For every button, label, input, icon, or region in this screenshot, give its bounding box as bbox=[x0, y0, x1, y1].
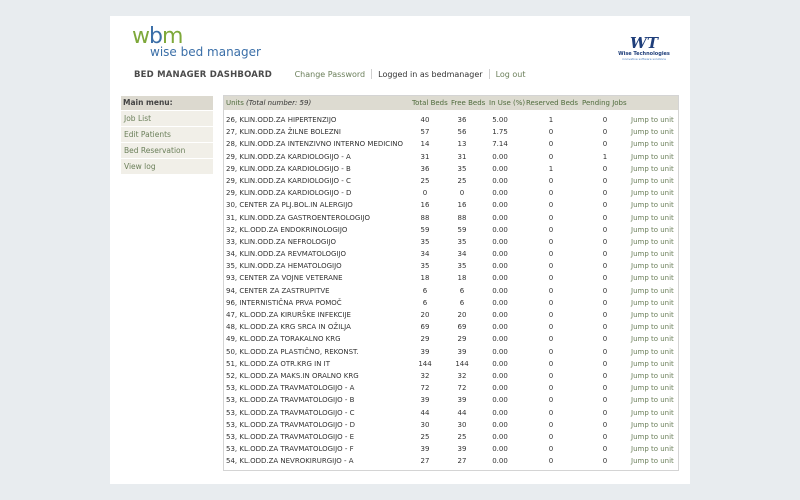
pending-jobs-cell: 0 bbox=[602, 201, 608, 210]
total-beds-cell: 25 bbox=[420, 432, 430, 441]
free-beds-cell: 59 bbox=[457, 225, 467, 234]
in-use-cell: 0.00 bbox=[492, 347, 508, 356]
total-beds-cell: 16 bbox=[420, 201, 430, 210]
pending-jobs-cell: 0 bbox=[602, 371, 608, 380]
free-beds-cell: 35 bbox=[457, 164, 467, 173]
pending-jobs-cell: 0 bbox=[602, 116, 608, 124]
total-beds-cell: 18 bbox=[420, 274, 430, 283]
in-use-cell: 0.00 bbox=[492, 311, 508, 319]
units-table bbox=[223, 95, 679, 471]
jump-to-unit-link[interactable]: Jump to unit bbox=[631, 396, 674, 405]
jump-to-unit-link[interactable]: Jump to unit bbox=[631, 225, 674, 234]
menu-item-edit-patients[interactable]: Edit Patients bbox=[121, 126, 213, 142]
pending-jobs-cell: 0 bbox=[602, 274, 608, 283]
free-beds-cell: 34 bbox=[457, 250, 467, 259]
pending-jobs-column-header[interactable]: Pending Jobs bbox=[582, 99, 627, 107]
in-use-cell: 0.00 bbox=[492, 396, 508, 405]
in-use-cell: 0.00 bbox=[492, 237, 508, 246]
free-beds-cell: 20 bbox=[457, 311, 467, 319]
total-units-count: (Total number: 59) bbox=[246, 99, 312, 107]
total-beds-cell: 25 bbox=[420, 176, 430, 185]
username: bedmanager bbox=[431, 69, 483, 79]
jump-to-unit-link[interactable]: Jump to unit bbox=[631, 189, 674, 198]
in-use-cell: 0.00 bbox=[492, 335, 508, 344]
in-use-cell: 0.00 bbox=[492, 408, 508, 417]
wt-logo-mark: WT bbox=[629, 34, 658, 52]
pending-jobs-cell: 0 bbox=[602, 323, 608, 332]
in-use-cell: 0.00 bbox=[492, 298, 508, 307]
wise-technologies-logo bbox=[612, 36, 676, 61]
pending-jobs-cell: 0 bbox=[602, 286, 608, 295]
jump-to-unit-link[interactable]: Jump to unit bbox=[631, 201, 674, 210]
reserved-beds-cell: 0 bbox=[548, 250, 554, 259]
in-use-cell: 0.00 bbox=[492, 432, 508, 441]
table-row bbox=[224, 213, 678, 225]
free-beds-cell: 36 bbox=[457, 116, 467, 124]
total-beds-cell: 31 bbox=[420, 152, 430, 161]
in-use-cell: 1.75 bbox=[492, 128, 508, 137]
top-navigation bbox=[134, 69, 532, 83]
pending-jobs-cell: 0 bbox=[602, 176, 608, 185]
wt-logo-name: Wise Technologies bbox=[618, 51, 670, 57]
free-beds-cell: 144 bbox=[455, 359, 469, 368]
in-use-cell: 0.00 bbox=[492, 274, 508, 283]
unit-name: 33, KLIN.ODD.ZA NEFROLOGIJO bbox=[226, 237, 336, 246]
jump-to-unit-link[interactable]: Jump to unit bbox=[631, 140, 674, 149]
total-beds-cell: 0 bbox=[422, 189, 428, 198]
jump-to-unit-link[interactable]: Jump to unit bbox=[631, 274, 674, 283]
unit-name: 29, KLIN.ODD.ZA KARDIOLOGIJO - D bbox=[226, 189, 352, 198]
reserved-beds-cell: 0 bbox=[548, 408, 554, 417]
table-row bbox=[224, 286, 678, 298]
total-beds-column-header[interactable]: Total Beds bbox=[412, 99, 448, 107]
total-beds-cell: 20 bbox=[420, 311, 430, 319]
free-beds-cell: 39 bbox=[457, 396, 467, 405]
jump-to-unit-link[interactable]: Jump to unit bbox=[631, 128, 674, 137]
menu-item-job-list[interactable]: Job List bbox=[121, 110, 213, 126]
free-beds-cell: 30 bbox=[457, 420, 467, 429]
free-beds-cell: 32 bbox=[457, 371, 467, 380]
free-beds-cell: 72 bbox=[457, 384, 467, 393]
reserved-beds-cell: 0 bbox=[548, 286, 554, 295]
jump-to-unit-link[interactable]: Jump to unit bbox=[631, 213, 674, 222]
total-beds-cell: 57 bbox=[420, 128, 430, 137]
table-row bbox=[224, 310, 678, 322]
pending-jobs-cell: 0 bbox=[602, 457, 608, 466]
reserved-beds-cell: 0 bbox=[548, 201, 554, 210]
total-beds-cell: 30 bbox=[420, 420, 430, 429]
unit-name: 53, KL.ODD.ZA TRAVMATOLOGIJO - F bbox=[226, 445, 354, 454]
jump-to-unit-link[interactable]: Jump to unit bbox=[631, 420, 674, 429]
table-row bbox=[224, 395, 678, 407]
table-row bbox=[224, 139, 678, 151]
table-row bbox=[224, 347, 678, 359]
total-beds-cell: 6 bbox=[422, 286, 428, 295]
table-row bbox=[224, 249, 678, 261]
logout-link[interactable]: Log out bbox=[495, 69, 526, 79]
table-row bbox=[224, 322, 678, 334]
pending-jobs-cell: 0 bbox=[602, 140, 608, 149]
reserved-beds-cell: 0 bbox=[548, 189, 554, 198]
unit-name: 27, KLIN.ODD.ZA ŽILNE BOLEZNI bbox=[226, 128, 341, 137]
unit-name: 53, KL.ODD.ZA TRAVMATOLOGIJO - E bbox=[226, 432, 355, 441]
reserved-beds-cell: 0 bbox=[548, 457, 554, 466]
in-use-cell: 0.00 bbox=[492, 201, 508, 210]
table-row bbox=[224, 420, 678, 432]
total-beds-cell: 32 bbox=[420, 371, 430, 380]
in-use-cell: 7.14 bbox=[492, 140, 508, 149]
total-beds-cell: 36 bbox=[420, 164, 430, 173]
logged-in-prefix: Logged in as bbox=[378, 69, 429, 79]
free-beds-cell: 29 bbox=[457, 335, 467, 344]
pending-jobs-cell: 0 bbox=[602, 262, 608, 271]
reserved-beds-cell: 0 bbox=[548, 225, 554, 234]
unit-name: 32, KL.ODD.ZA ENDOKRINOLOGIJO bbox=[226, 225, 348, 234]
jump-to-unit-link[interactable]: Jump to unit bbox=[631, 176, 674, 185]
table-row bbox=[224, 261, 678, 273]
in-use-cell: 0.00 bbox=[492, 152, 508, 161]
free-beds-cell: 18 bbox=[457, 274, 467, 283]
table-row bbox=[224, 225, 678, 237]
pending-jobs-cell: 0 bbox=[602, 298, 608, 307]
wt-logo-tagline: innovative software solutions bbox=[622, 57, 666, 61]
total-beds-cell: 59 bbox=[420, 225, 430, 234]
jump-to-unit-link[interactable]: Jump to unit bbox=[631, 250, 674, 259]
free-beds-cell: 27 bbox=[457, 457, 467, 466]
free-beds-cell: 13 bbox=[457, 140, 467, 149]
in-use-cell: 0.00 bbox=[492, 420, 508, 429]
table-row bbox=[224, 164, 678, 176]
in-use-cell: 0.00 bbox=[492, 189, 508, 198]
free-beds-column-header[interactable]: Free Beds bbox=[451, 99, 486, 107]
in-use-cell: 0.00 bbox=[492, 213, 508, 222]
reserved-beds-cell: 0 bbox=[548, 420, 554, 429]
pending-jobs-cell: 0 bbox=[602, 311, 608, 319]
pending-jobs-cell: 0 bbox=[602, 432, 608, 441]
total-beds-cell: 35 bbox=[420, 262, 430, 271]
unit-name: 29, KLIN.ODD.ZA KARDIOLOGIJO - A bbox=[226, 152, 351, 161]
unit-name: 53, KL.ODD.ZA TRAVMATOLOGIJO - C bbox=[226, 408, 355, 417]
page bbox=[110, 16, 690, 484]
unit-name: 96, INTERNISTIČNA PRVA POMOČ bbox=[226, 298, 342, 307]
jump-to-unit-link[interactable]: Jump to unit bbox=[631, 408, 674, 417]
total-beds-cell: 14 bbox=[420, 140, 430, 149]
free-beds-cell: 35 bbox=[457, 262, 467, 271]
jump-to-unit-link[interactable]: Jump to unit bbox=[631, 262, 674, 271]
total-beds-cell: 88 bbox=[420, 213, 430, 222]
pending-jobs-cell: 0 bbox=[602, 396, 608, 405]
total-beds-cell: 27 bbox=[420, 457, 430, 466]
unit-name: 94, CENTER ZA ZASTRUPITVE bbox=[226, 286, 330, 295]
table-row bbox=[224, 456, 678, 468]
jump-to-unit-link[interactable]: Jump to unit bbox=[631, 164, 674, 173]
pending-jobs-cell: 0 bbox=[602, 189, 608, 198]
table-row bbox=[224, 383, 678, 395]
menu-item-view-log[interactable]: View log bbox=[121, 158, 213, 174]
total-beds-cell: 44 bbox=[420, 408, 430, 417]
in-use-cell: 0.00 bbox=[492, 323, 508, 332]
logo-mark: wbm bbox=[132, 24, 183, 49]
reserved-beds-cell: 0 bbox=[548, 152, 554, 161]
pending-jobs-cell: 0 bbox=[602, 213, 608, 222]
reserved-beds-cell: 0 bbox=[548, 262, 554, 271]
in-use-column-header[interactable]: In Use (%) bbox=[489, 99, 526, 107]
reserved-beds-cell: 1 bbox=[548, 164, 554, 173]
total-beds-cell: 39 bbox=[420, 347, 430, 356]
pending-jobs-cell: 0 bbox=[602, 128, 608, 137]
free-beds-cell: 31 bbox=[457, 152, 467, 161]
unit-name: 53, KL.ODD.ZA TRAVMATOLOGIJO - B bbox=[226, 396, 355, 405]
unit-name: 50, KL.ODD.ZA PLASTIČNO, REKONST. bbox=[226, 347, 359, 356]
total-beds-cell: 39 bbox=[420, 396, 430, 405]
free-beds-cell: 69 bbox=[457, 323, 467, 332]
free-beds-cell: 44 bbox=[457, 408, 467, 417]
free-beds-cell: 88 bbox=[457, 213, 467, 222]
units-column-header[interactable]: Units bbox=[226, 99, 244, 107]
reserved-beds-cell: 0 bbox=[548, 323, 554, 332]
jump-to-unit-link[interactable]: Jump to unit bbox=[631, 371, 674, 380]
unit-name: 35, KLIN.ODD.ZA HEMATOLOGIJO bbox=[226, 262, 342, 271]
jump-to-unit-link[interactable]: Jump to unit bbox=[631, 298, 674, 307]
pending-jobs-cell: 0 bbox=[602, 445, 608, 454]
in-use-cell: 0.00 bbox=[492, 164, 508, 173]
unit-name: 29, KLIN.ODD.ZA KARDIOLOGIJO - B bbox=[226, 164, 351, 173]
in-use-cell: 0.00 bbox=[492, 225, 508, 234]
reserved-beds-cell: 0 bbox=[548, 274, 554, 283]
pending-jobs-cell: 0 bbox=[602, 164, 608, 173]
table-row bbox=[224, 371, 678, 383]
unit-name: 29, KLIN.ODD.ZA KARDIOLOGIJO - C bbox=[226, 176, 351, 185]
main-menu bbox=[121, 96, 213, 174]
reserved-beds-cell: 0 bbox=[548, 298, 554, 307]
reserved-beds-cell: 0 bbox=[548, 237, 554, 246]
in-use-cell: 0.00 bbox=[492, 359, 508, 368]
free-beds-cell: 6 bbox=[459, 298, 465, 307]
unit-name: 53, KL.ODD.ZA TRAVMATOLOGIJO - A bbox=[226, 384, 355, 393]
reserved-beds-cell: 0 bbox=[548, 384, 554, 393]
in-use-cell: 0.00 bbox=[492, 176, 508, 185]
free-beds-cell: 56 bbox=[457, 128, 467, 137]
reserved-beds-column-header[interactable]: Reserved Beds bbox=[526, 99, 579, 107]
free-beds-cell: 16 bbox=[457, 201, 467, 210]
total-beds-cell: 6 bbox=[422, 298, 428, 307]
table-row bbox=[224, 334, 678, 346]
jump-to-unit-link[interactable]: Jump to unit bbox=[631, 335, 674, 344]
reserved-beds-cell: 0 bbox=[548, 311, 554, 319]
unit-name: 52, KL.ODD.ZA MAKS.IN ORALNO KRG bbox=[226, 371, 359, 380]
reserved-beds-cell: 0 bbox=[548, 128, 554, 137]
unit-name: 53, KL.ODD.ZA TRAVMATOLOGIJO - D bbox=[226, 420, 356, 429]
pending-jobs-cell: 0 bbox=[602, 420, 608, 429]
in-use-cell: 0.00 bbox=[492, 286, 508, 295]
jump-to-unit-link[interactable]: Jump to unit bbox=[631, 445, 674, 454]
pending-jobs-cell: 0 bbox=[602, 359, 608, 368]
total-beds-cell: 35 bbox=[420, 237, 430, 246]
unit-name: 30, CENTER ZA PLJ.BOL.IN ALERGIJO bbox=[226, 201, 353, 210]
pending-jobs-cell: 0 bbox=[602, 335, 608, 344]
table-row bbox=[224, 298, 678, 310]
reserved-beds-cell: 0 bbox=[548, 335, 554, 344]
reserved-beds-cell: 0 bbox=[548, 445, 554, 454]
free-beds-cell: 0 bbox=[459, 189, 465, 198]
reserved-beds-cell: 0 bbox=[548, 396, 554, 405]
pending-jobs-cell: 0 bbox=[602, 384, 608, 393]
free-beds-cell: 25 bbox=[457, 176, 467, 185]
table-row bbox=[224, 444, 678, 456]
unit-name: 51, KL.ODD.ZA OTR.KRG IN IT bbox=[226, 359, 330, 368]
table-row bbox=[224, 359, 678, 371]
total-beds-cell: 40 bbox=[420, 116, 430, 124]
table-row bbox=[224, 273, 678, 285]
menu-item-bed-reservation[interactable]: Bed Reservation bbox=[121, 142, 213, 158]
unit-name: 34, KLIN.ODD.ZA REVMATOLOGIJO bbox=[226, 250, 347, 259]
jump-to-unit-link[interactable]: Jump to unit bbox=[631, 152, 674, 161]
table-row bbox=[224, 115, 678, 127]
in-use-cell: 0.00 bbox=[492, 445, 508, 454]
jump-to-unit-link[interactable]: Jump to unit bbox=[631, 116, 674, 124]
main-menu-title: Main menu: bbox=[121, 96, 213, 110]
jump-to-unit-link[interactable]: Jump to unit bbox=[631, 457, 674, 466]
table-row bbox=[224, 408, 678, 420]
reserved-beds-cell: 0 bbox=[548, 371, 554, 380]
total-beds-cell: 34 bbox=[420, 250, 430, 259]
dashboard-title: BED MANAGER DASHBOARD bbox=[134, 69, 273, 80]
reserved-beds-cell: 0 bbox=[548, 213, 554, 222]
total-beds-cell: 144 bbox=[418, 359, 432, 368]
jump-to-unit-link[interactable]: Jump to unit bbox=[631, 347, 674, 356]
total-beds-cell: 29 bbox=[420, 335, 430, 344]
logo-name: wise bed manager bbox=[150, 45, 261, 59]
jump-to-unit-link[interactable]: Jump to unit bbox=[631, 286, 674, 295]
unit-name: 31, KLIN.ODD.ZA GASTROENTEROLOGIJO bbox=[226, 213, 370, 222]
table-row bbox=[224, 152, 678, 164]
in-use-cell: 0.00 bbox=[492, 250, 508, 259]
total-beds-cell: 69 bbox=[420, 323, 430, 332]
unit-name: 54, KL.ODD.ZA NEVROKIRURGIJO - A bbox=[226, 457, 354, 466]
reserved-beds-cell: 0 bbox=[548, 359, 554, 368]
unit-name: 93, CENTER ZA VOJNE VETERANE bbox=[226, 274, 343, 283]
free-beds-cell: 39 bbox=[457, 445, 467, 454]
pending-jobs-cell: 0 bbox=[602, 237, 608, 246]
in-use-cell: 0.00 bbox=[492, 262, 508, 271]
in-use-cell: 5.00 bbox=[492, 116, 508, 124]
logged-in-status bbox=[372, 70, 488, 79]
pending-jobs-cell: 0 bbox=[602, 408, 608, 417]
reserved-beds-cell: 0 bbox=[548, 347, 554, 356]
in-use-cell: 0.00 bbox=[492, 371, 508, 380]
jump-to-unit-link[interactable]: Jump to unit bbox=[631, 311, 674, 319]
jump-to-unit-link[interactable]: Jump to unit bbox=[631, 359, 674, 368]
change-password-link[interactable]: Change Password bbox=[294, 69, 366, 79]
table-body bbox=[224, 115, 678, 468]
jump-to-unit-link[interactable]: Jump to unit bbox=[631, 432, 674, 441]
wbm-logo[interactable] bbox=[132, 24, 261, 59]
table-row bbox=[224, 432, 678, 444]
free-beds-cell: 35 bbox=[457, 237, 467, 246]
table-row bbox=[224, 127, 678, 139]
in-use-cell: 0.00 bbox=[492, 457, 508, 466]
pending-jobs-cell: 1 bbox=[602, 152, 608, 161]
free-beds-cell: 39 bbox=[457, 347, 467, 356]
reserved-beds-cell: 1 bbox=[548, 116, 554, 124]
table-header bbox=[224, 96, 678, 110]
table-row bbox=[224, 200, 678, 212]
unit-name: 28, KLIN.ODD.ZA INTENZIVNO INTERNO MEDICINO bbox=[226, 140, 404, 149]
table-row bbox=[224, 176, 678, 188]
jump-to-unit-link[interactable]: Jump to unit bbox=[631, 384, 674, 393]
total-beds-cell: 72 bbox=[420, 384, 430, 393]
table-row bbox=[224, 188, 678, 200]
in-use-cell: 0.00 bbox=[492, 384, 508, 393]
pending-jobs-cell: 0 bbox=[602, 347, 608, 356]
unit-name: 26, KLIN.ODD.ZA HIPERTENZIJO bbox=[226, 116, 337, 124]
jump-to-unit-link[interactable]: Jump to unit bbox=[631, 323, 674, 332]
reserved-beds-cell: 0 bbox=[548, 176, 554, 185]
unit-name: 47, KL.ODD.ZA KIRURŠKE INFEKCIJE bbox=[226, 311, 351, 319]
unit-name: 49, KL.ODD.ZA TORAKALNO KRG bbox=[226, 335, 341, 344]
unit-name: 48, KL.ODD.ZA KRG SRCA IN OŽILJA bbox=[226, 323, 351, 332]
free-beds-cell: 6 bbox=[459, 286, 465, 295]
pending-jobs-cell: 0 bbox=[602, 250, 608, 259]
table-row bbox=[224, 237, 678, 249]
pending-jobs-cell: 0 bbox=[602, 225, 608, 234]
reserved-beds-cell: 0 bbox=[548, 140, 554, 149]
free-beds-cell: 25 bbox=[457, 432, 467, 441]
total-beds-cell: 39 bbox=[420, 445, 430, 454]
reserved-beds-cell: 0 bbox=[548, 432, 554, 441]
jump-to-unit-link[interactable]: Jump to unit bbox=[631, 237, 674, 246]
